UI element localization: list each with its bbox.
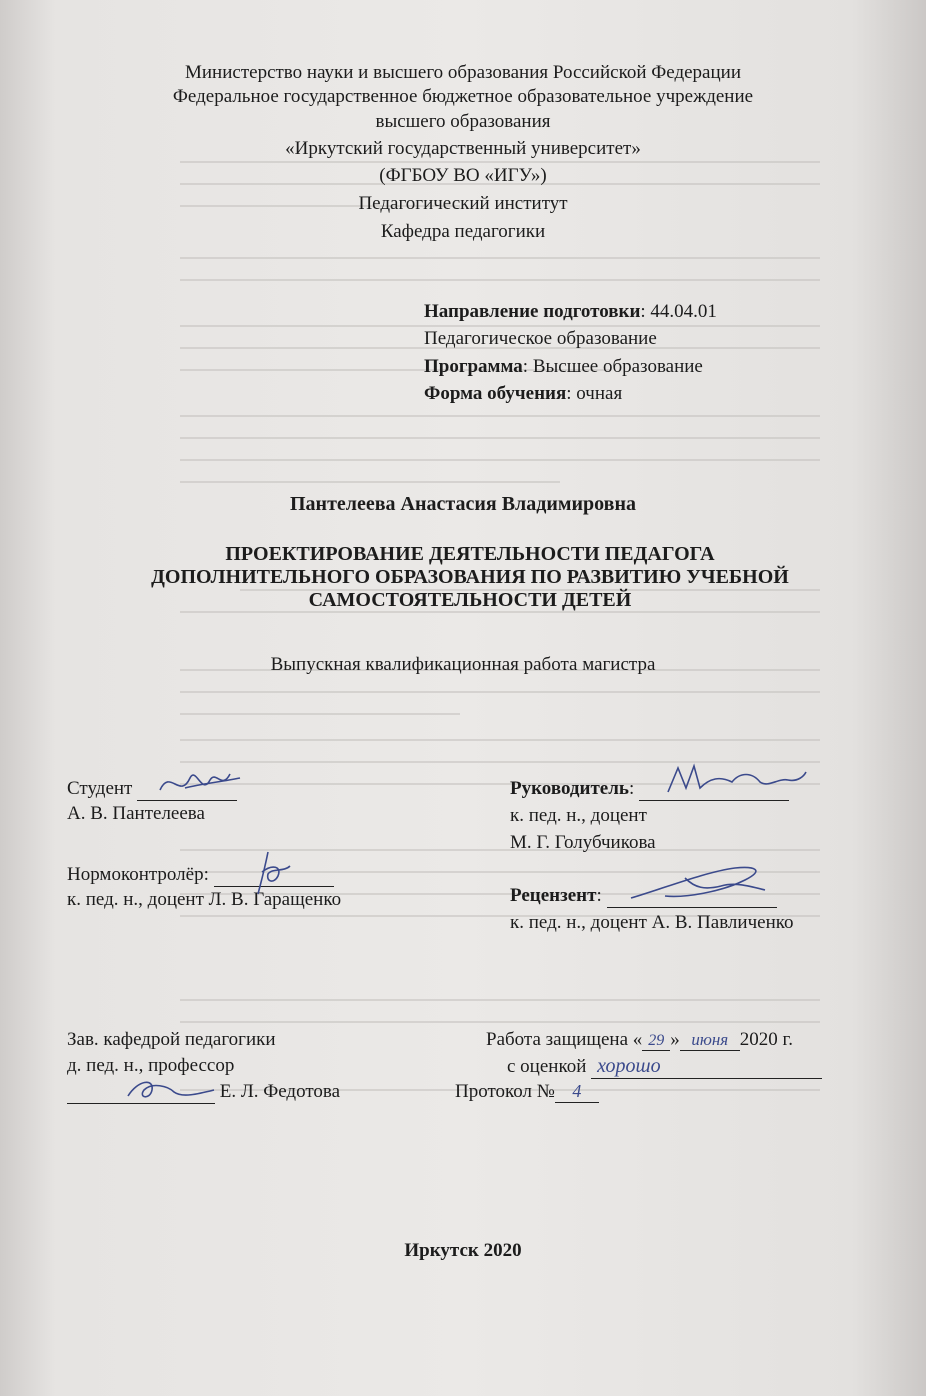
grade-line <box>507 1055 822 1079</box>
supervisor-name: М. Г. Голубчикова <box>510 832 656 853</box>
defense-quote: » <box>670 1029 680 1050</box>
reviewer-name: к. пед. н., доцент А. В. Павличенко <box>510 912 794 933</box>
reviewer-signature <box>625 858 775 908</box>
thesis-title <box>80 543 860 612</box>
university-abbr: (ФГБОУ ВО «ИГУ») <box>379 165 547 186</box>
head-name: Е. Л. Федотова <box>219 1081 341 1102</box>
direction-line <box>424 301 717 323</box>
thesis-title-line-2: ДОПОЛНИТЕЛЬНОГО ОБРАЗОВАНИЯ ПО РАЗВИТИЮ УЧЕБНОЙ <box>151 566 789 588</box>
show-through-table-of-contents <box>160 150 850 1150</box>
institution-line: Федеральное государственное бюджетное образовательное учреждение <box>172 86 754 107</box>
program-label: Программа <box>424 356 523 377</box>
student-name: А. В. Пантелеева <box>67 803 205 824</box>
student-signature <box>150 760 250 810</box>
author-name: Пантелеева Анастасия Владимировна <box>290 493 636 515</box>
grade-value: хорошо <box>591 1055 822 1079</box>
defense-month: июня <box>680 1030 740 1051</box>
program-line <box>424 356 703 378</box>
grade-label: с оценкой <box>507 1056 587 1077</box>
defense-line <box>486 1029 793 1051</box>
higher-education-line: высшего образования <box>375 111 551 132</box>
supervisor-degree: к. пед. н., доцент <box>510 805 647 826</box>
reviewer-label: Рецензент <box>510 885 597 906</box>
direction-label: Направление подготовки <box>424 301 641 322</box>
thesis-title-line-1: ПРОЕКТИРОВАНИЕ ДЕЯТЕЛЬНОСТИ ПЕДАГОГА <box>225 543 715 565</box>
ministry-line: Министерство науки и высшего образования Российской Федерации <box>185 62 741 83</box>
protocol-number: 4 <box>555 1081 599 1103</box>
head-degree: д. пед. н., профессор <box>67 1055 235 1076</box>
head-signature <box>118 1070 228 1110</box>
direction-name: Педагогическое образование <box>424 328 657 349</box>
direction-value: : 44.04.01 <box>640 301 717 322</box>
study-form-line <box>424 383 622 405</box>
institute-name: Педагогический институт <box>358 193 568 214</box>
normcontrol-name: к. пед. н., доцент Л. В. Гаращенко <box>67 889 342 910</box>
program-value: : Высшее образование <box>522 356 703 377</box>
show-through-lines <box>160 150 850 1150</box>
thesis-title-line-3: САМОСТОЯТЕЛЬНОСТИ ДЕТЕЙ <box>308 589 632 611</box>
defense-year: 2020 г. <box>739 1029 793 1050</box>
work-type: Выпускная квалификационная работа магистра <box>270 654 656 675</box>
city-year: Иркутск 2020 <box>404 1240 522 1261</box>
supervisor-colon: : <box>628 778 635 799</box>
protocol-label: Протокол № <box>455 1081 555 1102</box>
study-form-value: : очная <box>566 383 623 404</box>
defense-prefix: Работа защищена « <box>486 1029 643 1050</box>
normcontrol-signature <box>238 842 308 902</box>
department-name: Кафедра педагогики <box>380 221 546 242</box>
reviewer-colon: : <box>596 885 602 906</box>
defense-day: 29 <box>642 1032 670 1051</box>
supervisor-signature <box>660 758 810 808</box>
head-title: Зав. кафедрой педагогики <box>67 1029 276 1050</box>
student-label: Студент <box>67 778 133 799</box>
normcontrol-label: Нормоконтролёр: <box>67 864 209 885</box>
protocol-line <box>455 1081 599 1103</box>
supervisor-label: Руководитель <box>510 778 629 799</box>
university-name: «Иркутский государственный университет» <box>285 138 641 159</box>
study-form-label: Форма обучения <box>424 383 567 404</box>
